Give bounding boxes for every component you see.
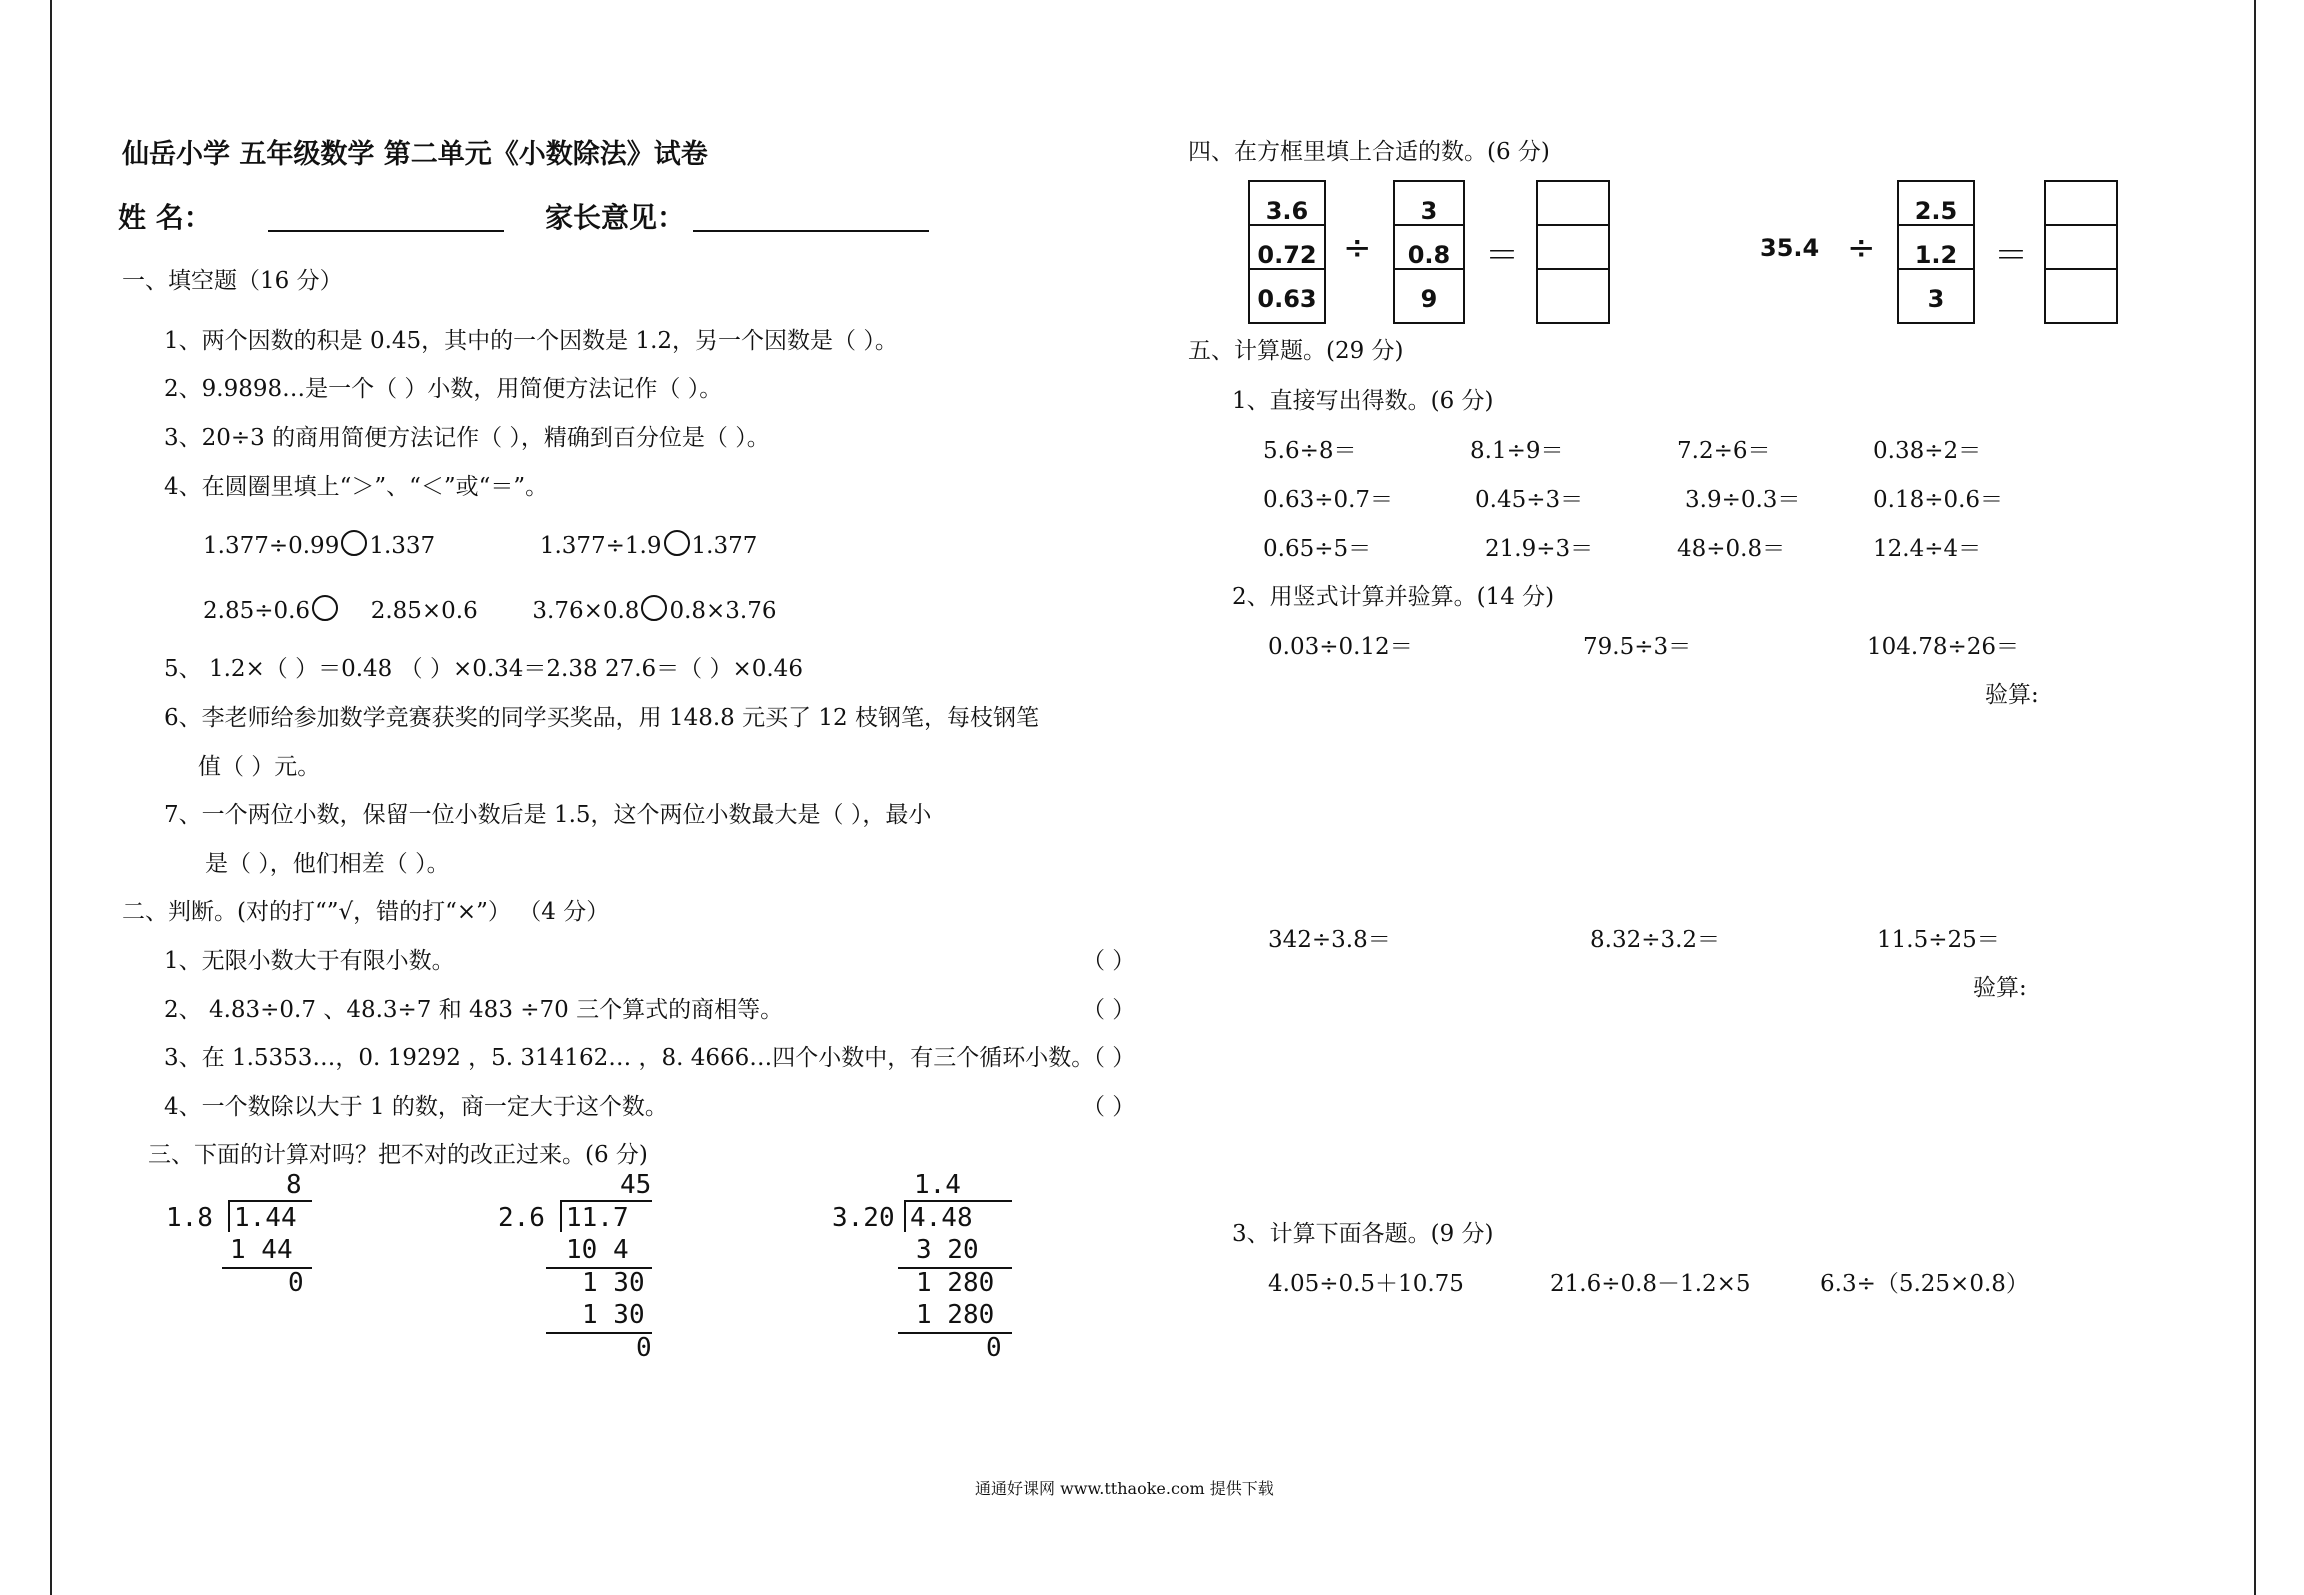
ld1-step: 1 44 — [230, 1235, 293, 1265]
page-border-right — [2254, 0, 2256, 1595]
s2-item-2: 2、 4.83÷0.7 、48.3÷7 和 483 ÷70 三个算式的商相等。 — [164, 997, 784, 1023]
compare-circle[interactable] — [341, 530, 367, 556]
s2-answer-paren[interactable]: （ ） — [1082, 1094, 1136, 1120]
ld3-step: 3 20 — [916, 1235, 979, 1265]
ld1-dividend: 1.44 — [234, 1203, 297, 1233]
compare-circle[interactable] — [641, 595, 667, 621]
oral-calc: 21.9÷3＝ — [1485, 536, 1594, 562]
oral-calc: 12.4÷4＝ — [1873, 536, 1982, 562]
ld2-bracket-top — [562, 1200, 652, 1202]
s2-answer-paren[interactable]: （ ） — [1082, 997, 1136, 1023]
division-sign: ÷ — [1847, 228, 1876, 268]
ld2-bracket-side — [560, 1200, 562, 1232]
ld1-remainder: 0 — [288, 1268, 304, 1298]
oral-calc: 5.6÷8＝ — [1263, 438, 1357, 464]
s5-sub1: 1、直接写出得数。(6 分) — [1232, 388, 1494, 414]
compare-expr: 1.377 — [691, 533, 758, 559]
s1-q4-row1 — [203, 530, 757, 559]
section5-heading: 五、计算题。(29 分) — [1188, 338, 1404, 364]
answer-boxes-left[interactable] — [1536, 180, 1610, 324]
compare-expr: 0.8×3.76 — [669, 598, 777, 624]
s1-q5: 5、 1.2×（ ）＝0.48 （ ）×0.34＝2.38 27.6＝（ ）×0.46 — [164, 656, 803, 682]
ld3-divisor: 3.20 — [832, 1203, 895, 1233]
compare-expr: 3.76×0.8 — [532, 598, 640, 624]
compare-expr: 1.377÷0.99 — [203, 533, 340, 559]
stack-cell: 0.72 — [1250, 226, 1324, 270]
s2-answer-paren[interactable]: （ ） — [1082, 948, 1136, 974]
answer-box[interactable] — [1538, 270, 1608, 314]
ld3-bracket-side — [904, 1200, 906, 1232]
oral-calc: 3.9÷0.3＝ — [1685, 487, 1801, 513]
ld2-quotient: 45 — [620, 1170, 652, 1200]
s5-sub3: 3、计算下面各题。(9 分) — [1232, 1221, 1494, 1247]
vertical-calc: 104.78÷26＝ — [1867, 634, 2020, 660]
mixed-calc: 6.3÷（5.25×0.8） — [1820, 1271, 2029, 1297]
ld1-bracket-top — [230, 1200, 312, 1202]
vertical-calc: 11.5÷25＝ — [1877, 927, 2000, 953]
oral-calc: 0.63÷0.7＝ — [1263, 487, 1394, 513]
ld1-quotient: 8 — [286, 1170, 302, 1200]
compare-expr: 2.85×0.6 — [370, 598, 478, 624]
s1-q1: 1、两个因数的积是 0.45，其中的一个因数是 1.2，另一个因数是（ ）。 — [164, 328, 898, 354]
mixed-calc: 4.05÷0.5＋10.75 — [1268, 1271, 1464, 1297]
section4-heading: 四、在方框里填上合适的数。(6 分) — [1188, 139, 1550, 165]
number-stack-right — [1897, 180, 1975, 324]
number-stack-left — [1248, 180, 1326, 324]
s1-q2: 2、9.9898…是一个（ ）小数，用简便方法记作（ ）。 — [164, 376, 723, 402]
s1-q6-line1: 6、李老师给参加数学竞赛获奖的同学买奖品，用 148.8 元买了 12 枝钢笔，每枝钢笔 — [164, 705, 1039, 731]
compare-circle[interactable] — [664, 530, 690, 556]
oral-calc: 7.2÷6＝ — [1677, 438, 1771, 464]
s1-q4: 4、在圆圈里填上“＞”、“＜”或“＝”。 — [164, 474, 549, 500]
s5-sub2: 2、用竖式计算并验算。(14 分) — [1232, 584, 1555, 610]
s1-q7-line1: 7、一个两位小数，保留一位小数后是 1.5，这个两位小数最大是（ ），最小 — [164, 802, 932, 828]
s1-q3: 3、20÷3 的商用简便方法记作（ ），精确到百分位是（ ）。 — [164, 425, 770, 451]
ld2-step: 1 30 — [582, 1300, 645, 1330]
ld2-step: 10 4 — [566, 1235, 629, 1265]
section1-heading: 一、填空题（16 分） — [122, 268, 343, 294]
stack-cell: 3 — [1395, 182, 1463, 226]
section3-heading: 三、下面的计算对吗？把不对的改正过来。(6 分) — [148, 1142, 648, 1168]
ld3-bracket-top — [906, 1200, 1012, 1202]
name-label: 姓 名： — [118, 201, 212, 234]
s2-item-4: 4、一个数除以大于 1 的数，商一定大于这个数。 — [164, 1094, 668, 1120]
check-label: 验算: — [1985, 682, 2039, 708]
vertical-calc: 8.32÷3.2＝ — [1590, 927, 1721, 953]
compare-expr: 2.85÷0.6 — [203, 598, 311, 624]
stack-cell: 3.6 — [1250, 182, 1324, 226]
oral-calc: 0.65÷5＝ — [1263, 536, 1372, 562]
name-underline — [268, 230, 504, 232]
ld3-remainder: 0 — [986, 1333, 1002, 1363]
stack-cell: 0.63 — [1257, 285, 1317, 313]
ld2-divisor: 2.6 — [498, 1203, 545, 1233]
equals-sign: ＝ — [1994, 236, 2028, 276]
ld2-step: 1 30 — [582, 1268, 645, 1298]
dividend-number: 35.4 — [1760, 234, 1820, 262]
division-sign: ÷ — [1343, 228, 1372, 268]
parent-opinion-label: 家长意见： — [545, 201, 686, 234]
oral-calc: 0.45÷3＝ — [1475, 487, 1584, 513]
footer-source: 通通好课网 www.tthaoke.com 提供下载 — [975, 1479, 1274, 1498]
s2-item-3: 3、在 1.5353…，0. 19292 ，5. 314162… ，8. 4666…四个小数中，有三个循环小数。 — [164, 1045, 1095, 1071]
s1-q6-line2: 值（ ）元。 — [198, 754, 321, 780]
oral-calc: 0.18÷0.6＝ — [1873, 487, 2004, 513]
ld3-quotient: 1.4 — [914, 1170, 961, 1200]
stack-cell: 2.5 — [1899, 182, 1973, 226]
ld2-remainder: 0 — [636, 1333, 652, 1363]
ld1-bracket-side — [228, 1200, 230, 1232]
mixed-calc: 21.6÷0.8－1.2×5 — [1550, 1271, 1751, 1297]
section2-heading: 二、判断。(对的打“”√，错的打“×”） （4 分） — [122, 899, 610, 925]
compare-expr: 1.337 — [369, 533, 436, 559]
number-stack-middle — [1393, 180, 1465, 324]
stack-cell: 1.2 — [1899, 226, 1973, 270]
exam-title: 仙岳小学 五年级数学 第二单元《小数除法》试卷 — [122, 139, 708, 170]
ld1-divisor: 1.8 — [166, 1203, 213, 1233]
parent-opinion-underline — [693, 230, 929, 232]
ld3-step: 1 280 — [916, 1300, 995, 1330]
vertical-calc: 0.03÷0.12＝ — [1268, 634, 1413, 660]
equals-sign: ＝ — [1485, 236, 1519, 276]
page-border-left — [50, 0, 52, 1595]
ld2-dividend: 11.7 — [566, 1203, 629, 1233]
answer-box[interactable] — [1538, 182, 1608, 226]
oral-calc: 48÷0.8＝ — [1677, 536, 1786, 562]
stack-cell: 9 — [1420, 285, 1438, 313]
s1-q7-line2: 是（ ），他们相差（ ）。 — [205, 851, 450, 877]
check-label: 验算: — [1973, 975, 2027, 1001]
oral-calc: 0.38÷2＝ — [1873, 438, 1982, 464]
answer-boxes-right[interactable] — [2044, 180, 2118, 324]
stack-cell: 3 — [1927, 285, 1945, 313]
s2-item-1: 1、无限小数大于有限小数。 — [164, 948, 455, 974]
answer-box[interactable] — [2046, 226, 2116, 270]
vertical-calc: 79.5÷3＝ — [1583, 634, 1692, 660]
ld3-step: 1 280 — [916, 1268, 995, 1298]
oral-calc: 8.1÷9＝ — [1470, 438, 1564, 464]
compare-circle[interactable] — [312, 595, 338, 621]
answer-box[interactable] — [2046, 270, 2116, 314]
vertical-calc: 342÷3.8＝ — [1268, 927, 1391, 953]
compare-expr: 1.377÷1.9 — [539, 533, 662, 559]
ld3-dividend: 4.48 — [910, 1203, 973, 1233]
s2-answer-paren[interactable]: （ ） — [1082, 1045, 1136, 1071]
answer-box[interactable] — [2046, 182, 2116, 226]
stack-cell: 0.8 — [1395, 226, 1463, 270]
s1-q4-row2 — [203, 595, 777, 624]
answer-box[interactable] — [1538, 226, 1608, 270]
